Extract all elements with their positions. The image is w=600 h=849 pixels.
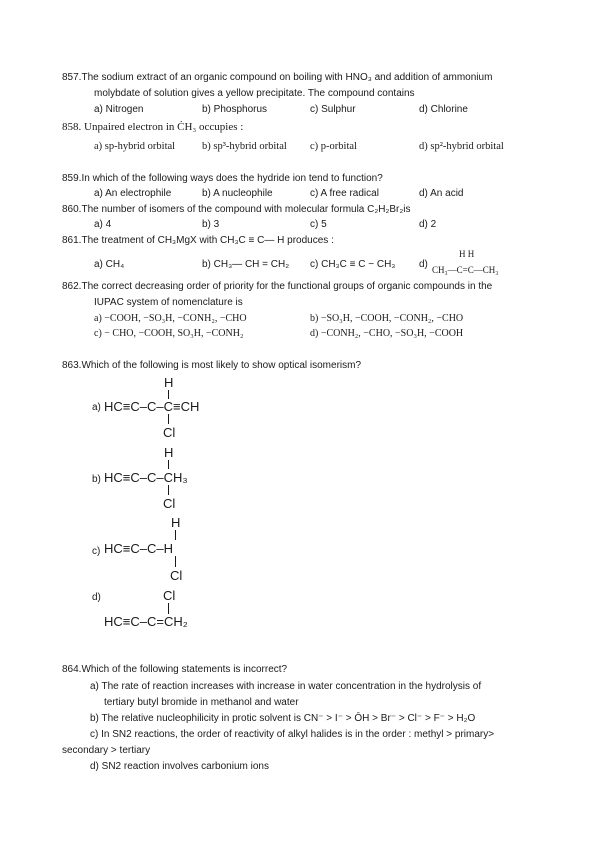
question-863: 863.Which of the following is most likely to show optical isomerism?: [62, 360, 362, 371]
q859-option-b: b) A nucleophile: [202, 188, 273, 199]
q858-option-c: c) p-orbital: [310, 141, 357, 152]
q863-d-top-bond: [168, 603, 169, 614]
q857-option-c: c) Sulphur: [310, 104, 356, 115]
q860-option-c: c) 5: [310, 219, 327, 230]
q863-option-c-label: c): [92, 546, 101, 557]
question-857-line1: 857.The sodium extract of an organic compound on boiling with HNO₃ and addition of ammonium: [62, 72, 493, 83]
q859-option-d: d) An acid: [419, 188, 464, 199]
q863-b-top-atom: H: [164, 445, 174, 460]
q863-a-bottom-atom: Cl: [163, 425, 176, 440]
q863-c-structure: HC≡C–C–H: [104, 541, 173, 556]
question-859: 859.In which of the following ways does the hydride ion tend to function?: [62, 173, 383, 184]
q859-option-a: a) An electrophile: [94, 188, 172, 199]
q863-a-top-bond: [168, 390, 169, 399]
q863-d-structure: HC≡C–C=CH₂: [104, 614, 188, 629]
question-862-line2: IUPAC system of nomenclature is: [94, 297, 243, 308]
question-857-line2: molybdate of solution gives a yellow precipitate. The compound contains: [94, 88, 415, 99]
q863-a-top-atom: H: [164, 375, 174, 390]
q864-option-c-line2: secondary > tertiary: [62, 745, 151, 756]
q861-d-hydrogens: H H: [459, 249, 475, 259]
q858-option-d: d) sp²-hybrid orbital: [419, 141, 504, 152]
q858-option-a: a) sp-hybrid orbital: [94, 141, 176, 152]
q860-option-d: d) 2: [419, 219, 437, 230]
q863-b-structure: HC≡C–C–CH₃: [104, 470, 188, 485]
q862-option-b: b) −SO₃H, −COOH, −CONH₂, −CHO: [310, 313, 464, 324]
q864-option-a-line2: tertiary butyl bromide in methanol and water: [104, 697, 299, 708]
q864-option-b: b) The relative nucleophilicity in protic solvent is CN⁻ > I⁻ > ŌH > Br⁻ > Cl⁻ > F⁻ > H₂O: [90, 713, 476, 724]
q861-option-a: a) CH₄: [94, 259, 125, 270]
q863-b-bottom-bond: [168, 485, 169, 495]
q861-option-b: b) CH₃— CH = CH₂: [202, 259, 290, 270]
q860-option-a: a) 4: [94, 219, 112, 230]
question-864: 864.Which of the following statements is incorrect?: [62, 664, 288, 675]
q861-option-c: c) CH₃C ≡ C − CH₃: [310, 259, 396, 270]
q861-option-d: d): [419, 259, 428, 270]
q863-option-b-label: b): [92, 474, 101, 485]
q863-a-structure: HC≡C–C–C≡CH: [104, 399, 200, 414]
q863-option-a-label: a): [92, 402, 101, 413]
q863-a-bottom-bond: [168, 414, 169, 424]
q857-option-d: d) Chlorine: [419, 104, 468, 115]
q863-b-bottom-atom: Cl: [163, 496, 176, 511]
q860-option-b: b) 3: [202, 219, 220, 230]
q859-option-c: c) A free radical: [310, 188, 379, 199]
q864-option-c-line1: c) In SN2 reactions, the order of reactivity of alkyl halides is in the order : methyl > primary>: [90, 729, 495, 740]
q857-option-b: b) Phosphorus: [202, 104, 268, 115]
q862-option-a: a) −COOH, −SO₃H, −CONH₂, −CHO: [94, 313, 247, 324]
q861-d-formula: CH₃—C=C—CH₃: [432, 265, 499, 275]
question-860: 860.The number of isomers of the compound with molecular formula C₂H₂Br₂is: [62, 204, 411, 215]
q863-c-top-atom: H: [171, 515, 181, 530]
q863-c-top-bond: [175, 530, 176, 540]
q863-c-bottom-bond: [175, 556, 176, 567]
q858-option-b: b) sp³-hybrid orbital: [202, 141, 287, 152]
q864-option-a-line1: a) The rate of reaction increases with increase in water concentration in the hydrolysis of: [90, 681, 482, 692]
q863-d-top-atom: Cl: [163, 588, 176, 603]
question-862-line1: 862.The correct decreasing order of priority for the functional groups of organic compounds in the: [62, 281, 493, 292]
q863-option-d-label: d): [92, 592, 101, 603]
q857-option-a: a) Nitrogen: [94, 104, 144, 115]
q862-option-d: d) −CONH₂, −CHO, −SO₃H, −COOH: [310, 328, 464, 339]
question-861: 861.The treatment of CH₃MgX with CH₃C ≡ C— H produces :: [62, 235, 334, 246]
question-858: 858. Unpaired electron in ĊH₃ occupies :: [62, 121, 244, 133]
q863-c-bottom-atom: Cl: [170, 568, 183, 583]
q863-b-top-bond: [168, 460, 169, 469]
q862-option-c: c) − CHO, −COOH, SO₃H, −CONH₂: [94, 328, 244, 339]
q864-option-d: d) SN2 reaction involves carbonium ions: [90, 761, 269, 772]
